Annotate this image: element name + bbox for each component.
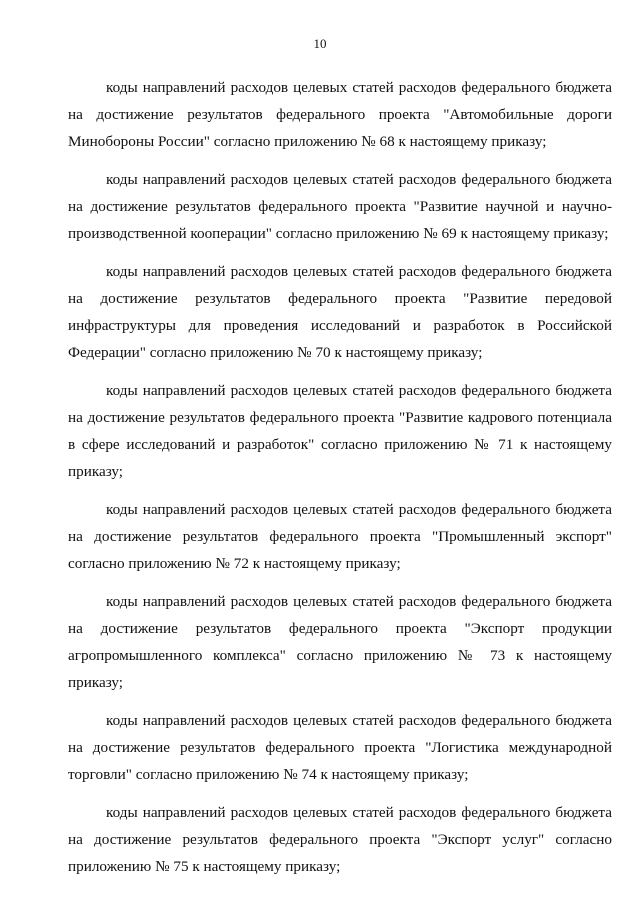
page-number: 10 <box>313 36 327 51</box>
text-line: согласно приложению № 72 к настоящему приказу; <box>68 555 401 572</box>
paragraph-4 <box>68 377 612 485</box>
text-line: инфраструктуры для проведения исследований и разработок в Российской <box>68 317 612 334</box>
text-line: торговли" согласно приложению № 74 к настоящему приказу; <box>68 766 469 783</box>
text-line: коды направлений расходов целевых статей расходов федерального бюджета <box>106 501 612 518</box>
text-line: на достижение результатов федерального проекта "Логистика международной <box>68 739 612 756</box>
text-line: коды направлений расходов целевых статей расходов федерального бюджета <box>106 382 612 399</box>
text-line: коды направлений расходов целевых статей расходов федерального бюджета <box>106 712 612 729</box>
text-line: коды направлений расходов целевых статей расходов федерального бюджета <box>106 263 612 280</box>
paragraph-2 <box>68 166 612 247</box>
text-line: агропромышленного комплекса" согласно приложению № 73 к настоящему <box>68 647 612 664</box>
text-line: коды направлений расходов целевых статей расходов федерального бюджета <box>106 171 612 188</box>
text-line: на достижение результатов федерального проекта "Развитие научной и научно- <box>68 198 612 215</box>
text-line: Минобороны России" согласно приложению № 68 к настоящему приказу; <box>68 133 547 150</box>
text-line: производственной кооперации" согласно приложению № 69 к настоящему приказу; <box>68 225 609 242</box>
text-line: приказу; <box>68 463 124 480</box>
text-line: на достижение результатов федерального проекта "Развитие передовой <box>68 290 612 307</box>
text-line: в сфере исследований и разработок" согласно приложению № 71 к настоящему <box>68 436 612 453</box>
text-line: приказу; <box>68 674 124 691</box>
paragraph-7 <box>68 707 612 788</box>
text-line: на достижение результатов федерального проекта "Автомобильные дороги <box>68 106 612 123</box>
text-line: на достижение результатов федерального проекта "Промышленный экспорт" <box>68 528 612 545</box>
text-line: Федерации" согласно приложению № 70 к настоящему приказу; <box>68 344 483 361</box>
paragraph-1 <box>68 74 612 155</box>
text-line: коды направлений расходов целевых статей расходов федерального бюджета <box>106 79 612 96</box>
text-line: на достижение результатов федерального проекта "Экспорт услуг" согласно <box>68 831 612 848</box>
paragraph-5 <box>68 496 612 577</box>
text-line: коды направлений расходов целевых статей расходов федерального бюджета <box>106 593 612 610</box>
paragraph-8 <box>68 799 612 880</box>
paragraph-3 <box>68 258 612 366</box>
document-body <box>68 74 612 891</box>
text-line: приложению № 75 к настоящему приказу; <box>68 858 341 875</box>
text-line: на достижение результатов федерального проекта "Экспорт продукции <box>68 620 612 637</box>
text-line: коды направлений расходов целевых статей расходов федерального бюджета <box>106 804 612 821</box>
paragraph-6 <box>68 588 612 696</box>
text-line: на достижение результатов федерального проекта "Развитие кадрового потенциала <box>68 409 612 426</box>
